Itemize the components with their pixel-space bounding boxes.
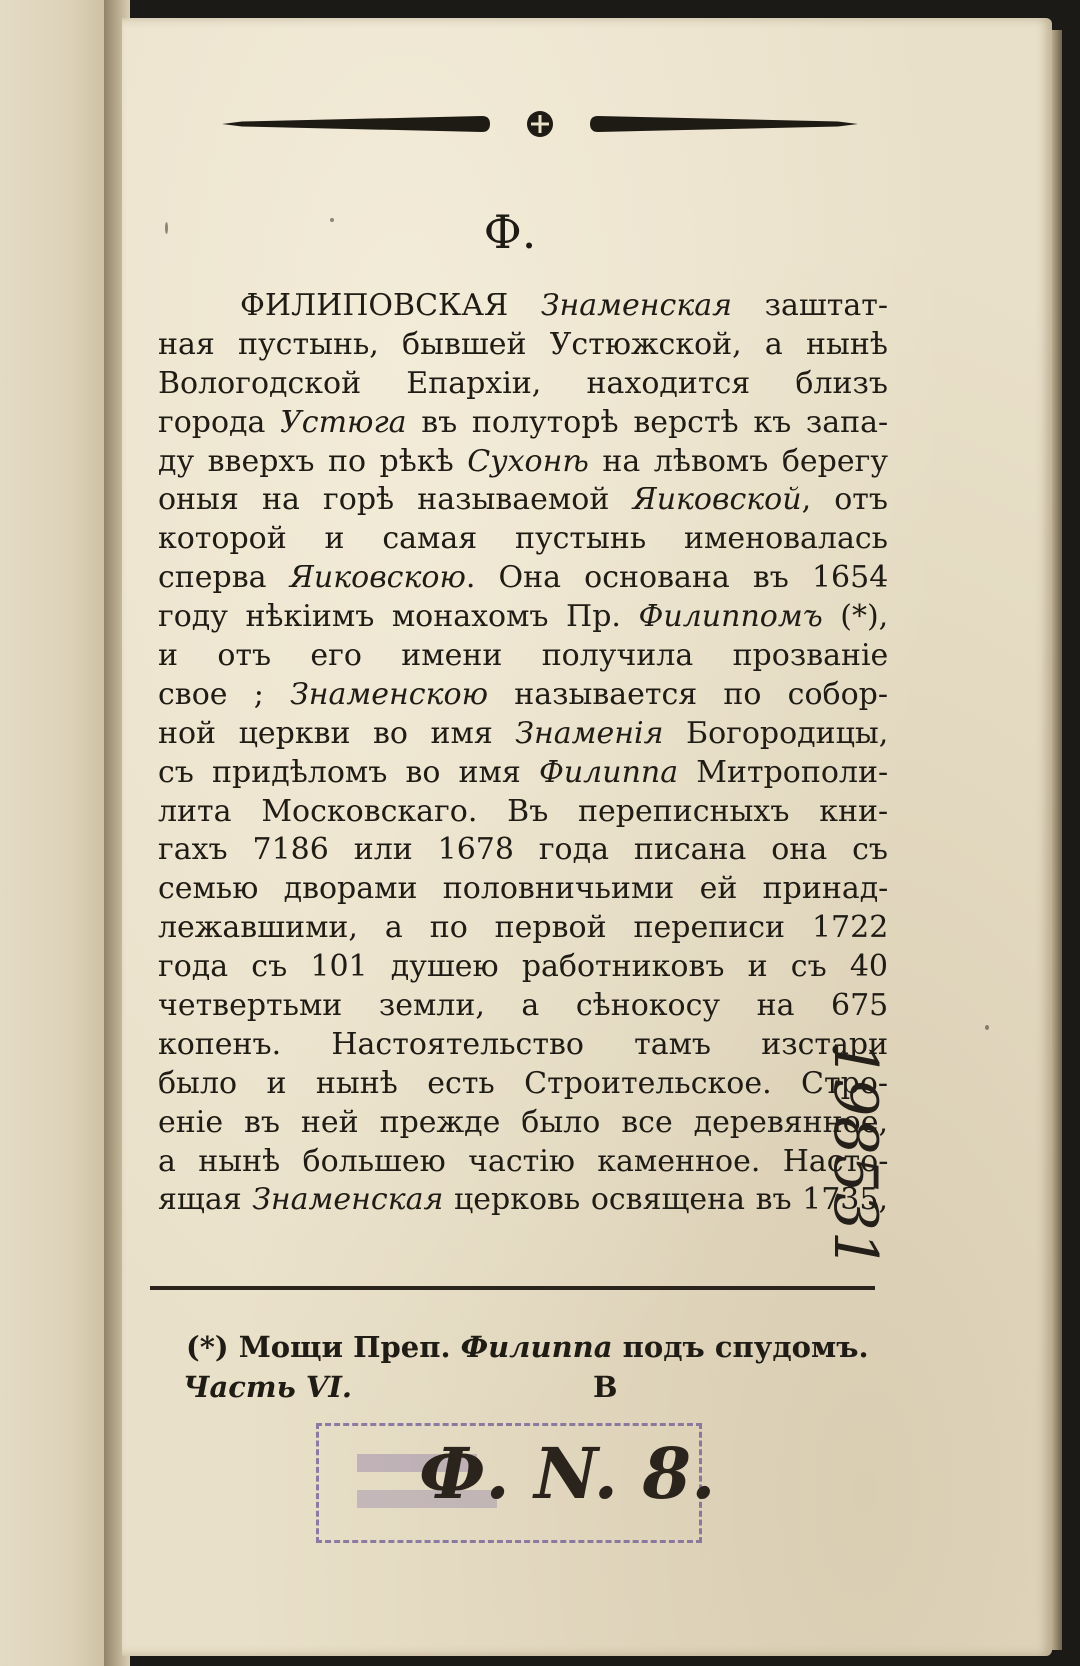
page-fore-edge (1052, 30, 1062, 1650)
text-line (158, 754, 888, 793)
text-line (158, 443, 888, 482)
text-segment: сперва (158, 560, 290, 596)
italic-text-segment: Яиковской (632, 482, 802, 518)
text-segment: съ придѣломъ во имя (158, 754, 539, 790)
text-line (158, 481, 888, 520)
italic-text-segment: Устюга (280, 404, 407, 440)
italic-text-segment: Знаменская (252, 1182, 444, 1218)
text-line (158, 404, 888, 443)
text-segment: ной церкви во имя (158, 715, 516, 751)
text-segment: году нѣкіимъ монахомъ Пр. (158, 599, 639, 635)
text-line (158, 793, 888, 832)
text-segment: семью дворами половничьими ей принад- (158, 871, 889, 907)
text-segment: гахъ 7186 или 1678 года писана она съ (158, 832, 888, 868)
text-line (158, 676, 888, 715)
text-line (158, 1026, 888, 1065)
text-segment: Митрополи- (678, 754, 889, 790)
footnote-rule (150, 1286, 875, 1290)
footnote-text-start: (*) Мощи Преп. (186, 1330, 461, 1364)
text-segment: ная пустынь, бывшей Устюжской, а нынѣ (158, 326, 888, 362)
text-segment: оныя на горѣ называемой (158, 482, 633, 518)
text-line (158, 1143, 888, 1182)
stamp-handwritten-number: Ф. N. 8. (419, 1432, 716, 1515)
text-segment: которой и самая пустынь именовалась (158, 521, 888, 557)
text-segment: , отъ (801, 482, 888, 518)
text-line (158, 637, 888, 676)
italic-text-segment: Знаменская (540, 288, 733, 323)
italic-text-segment: Знаменія (515, 715, 664, 751)
text-line (158, 598, 888, 637)
library-stamp (316, 1423, 716, 1543)
paper-speck (165, 222, 168, 234)
text-segment: четвертьми земли, а сѣнокосу на 675 (158, 988, 889, 1024)
text-line (158, 1181, 888, 1220)
footnote-text-end: подъ спудомъ. (612, 1330, 869, 1364)
text-segment: лежавшими, а по первой переписи 1722 (158, 910, 889, 946)
text-segment: . Она основана въ 1654 (465, 560, 889, 596)
ornamental-headpiece (222, 108, 858, 140)
text-line (158, 1104, 888, 1143)
text-line (158, 987, 888, 1026)
part-label: Часть VI. (183, 1370, 353, 1404)
text-segment: копенъ. Настоятельство тамъ изстари (158, 1026, 889, 1062)
italic-text-segment: Яиковскою (289, 560, 466, 596)
main-text-block (158, 287, 888, 1220)
text-segment: церковь освящена въ 1735, (443, 1182, 888, 1218)
text-line (158, 870, 888, 909)
text-segment: на лѣвомъ берегу (588, 443, 889, 479)
text-segment: города (158, 404, 281, 440)
text-line (158, 831, 888, 870)
text-segment: Вологодской Епархіи, находится близъ (158, 365, 888, 401)
facing-page-edge (0, 0, 118, 1666)
page-footer (183, 1370, 683, 1404)
paper-speck (330, 218, 334, 222)
text-segment: заштат- (732, 288, 888, 323)
text-segment: еніе въ ней прежде было все деревянное, (158, 1104, 888, 1140)
signature-mark: В (593, 1370, 618, 1404)
text-segment: (*), (822, 599, 889, 635)
text-segment: ящая (158, 1182, 253, 1218)
text-segment: ду вверхъ по рѣкѣ (158, 443, 468, 479)
footnote (186, 1330, 869, 1364)
text-segment: и отъ его имени получила прозваніе (158, 638, 889, 674)
text-line (158, 287, 888, 326)
text-segment: было и нынѣ есть Строительское. Стро- (158, 1065, 888, 1101)
text-segment: Богородицы, (663, 715, 889, 751)
text-segment: называется по собор- (487, 676, 888, 712)
text-line (158, 715, 888, 754)
text-line (158, 559, 888, 598)
footnote-text-italic: Филиппа (460, 1330, 613, 1364)
text-line (158, 520, 888, 559)
italic-text-segment: Филиппомъ (638, 599, 823, 635)
section-letter-heading: Ф. (483, 205, 537, 259)
text-line (158, 948, 888, 987)
italic-text-segment: Знаменскою (290, 676, 488, 712)
text-line (158, 909, 888, 948)
italic-text-segment: Филиппа (538, 754, 679, 790)
text-segment: ФИЛИПОВСКАЯ (240, 288, 541, 323)
text-segment: года съ 101 душею работниковъ и съ 40 (158, 949, 888, 985)
paper-speck (985, 1025, 989, 1030)
text-line (158, 365, 888, 404)
handwritten-margin-number: 198531 (820, 1040, 890, 1270)
text-line (158, 326, 888, 365)
text-segment: лита Московскаго. Въ переписныхъ кни- (158, 793, 889, 829)
text-segment: свое ; (158, 676, 291, 712)
text-segment: а нынѣ большею частію каменное. Насто- (158, 1143, 889, 1179)
text-segment: въ полуторѣ верстѣ къ запа- (406, 404, 889, 440)
italic-text-segment: Сухонѣ (467, 443, 589, 479)
text-line (158, 1065, 888, 1104)
